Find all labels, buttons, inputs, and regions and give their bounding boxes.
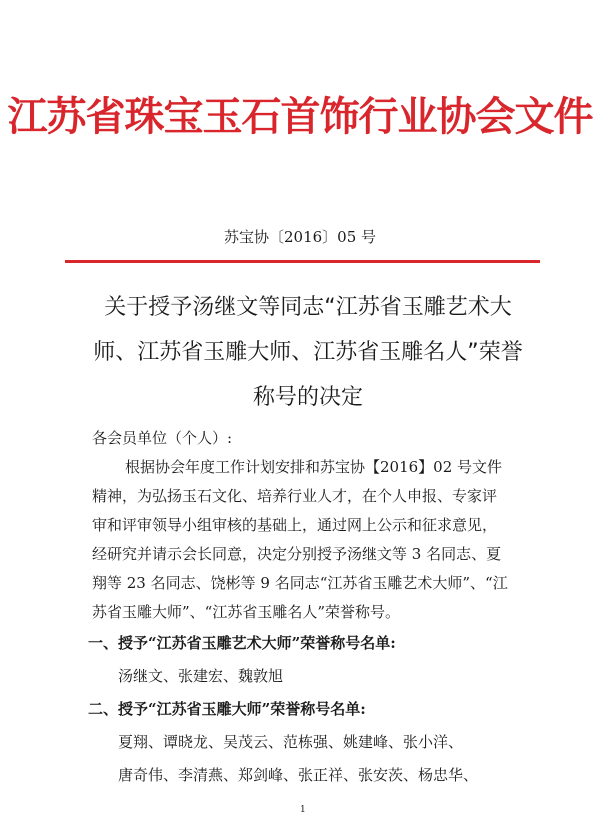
paragraph-line: 经研究并请示会长同意，决定分别授予汤继文等 3 名同志、夏 bbox=[92, 545, 502, 563]
paragraph-line: 审和评审领导小组审核的基础上，通过网上公示和征求意见， bbox=[92, 516, 498, 534]
section-heading: 二、授予“江苏省玉雕大师”荣誉称号名单: bbox=[88, 700, 366, 718]
paragraph-line: 精神，为弘扬玉石文化、培养行业人才，在个人申报、专家评 bbox=[92, 487, 498, 505]
document-body bbox=[88, 424, 542, 792]
header-red-divider bbox=[65, 260, 540, 263]
page-number: 1 bbox=[300, 805, 306, 815]
name-list-line: 汤继文、张建宏、魏敦旭 bbox=[118, 667, 284, 685]
title-line: 关于授予汤继文等同志“江苏省玉雕艺术大 bbox=[104, 295, 512, 320]
name-list-line: 夏翔、谭晓龙、吴茂云、范栋强、姚建峰、张小洋、 bbox=[118, 733, 464, 751]
org-header-title: 江苏省珠宝玉石首饰行业协会文件 bbox=[7, 93, 593, 140]
name-list-line: 唐奇伟、李清燕、郑剑峰、张正祥、张安茨、杨忠华、 bbox=[118, 766, 479, 784]
document-title bbox=[78, 285, 538, 420]
paragraph-line: 根据协会年度工作计划安排和苏宝协【2016】02 号文件 bbox=[125, 458, 503, 476]
title-line: 师、江苏省玉雕大师、江苏省玉雕名人”荣誉 bbox=[93, 340, 523, 365]
paragraph-line: 翔等 23 名同志、饶彬等 9 名同志“江苏省玉雕艺术大师”、“江 bbox=[92, 574, 508, 592]
title-line: 称号的决定 bbox=[252, 385, 363, 410]
document-number: 苏宝协〔2016〕05 号 bbox=[223, 228, 377, 246]
paragraph-line: 苏省玉雕大师”、“江苏省玉雕名人”荣誉称号。 bbox=[92, 603, 401, 621]
section-heading: 一、授予“江苏省玉雕艺术大师”荣誉称号名单: bbox=[88, 634, 396, 652]
salutation: 各会员单位（个人）: bbox=[92, 429, 233, 447]
